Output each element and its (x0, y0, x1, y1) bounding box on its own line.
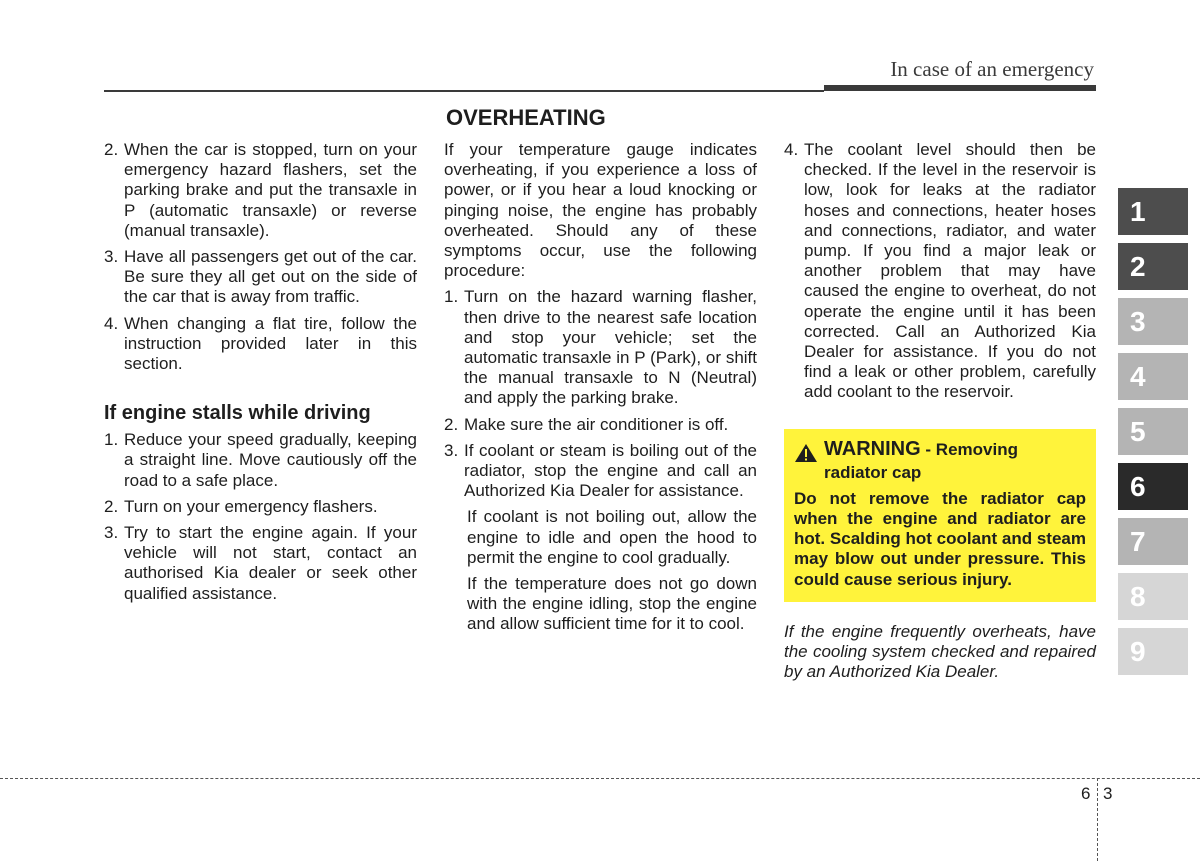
chapter-tab-8[interactable]: 8 (1118, 573, 1188, 620)
chapter-tab-6[interactable]: 6 (1118, 463, 1188, 510)
chapter-tab-9[interactable]: 9 (1118, 628, 1188, 675)
item-text: When the car is stopped, turn on your emergency hazard flashers, set the parking brake and put the transaxle in P (automatic transaxle) or reverse (manual transaxle). (124, 140, 417, 240)
item-number: 1. (444, 287, 459, 307)
paragraph: If coolant is not boiling out, allow the engine to idle and open the hood to permit the engine to cool gradually. (467, 507, 757, 567)
warning-subtitle-line2: radiator cap (824, 462, 922, 482)
header-rule (104, 90, 824, 92)
item-text: The coolant level should then be checked. If the level in the reservoir is low, look for leaks at the radiator hoses and connections, heater hoses and connections, radiator, and water pump. If you find a major leak or another problem that may have caused the engine to overheat, do not operate the engine until it has been corrected. Call an Authorized Kia Dealer for assistance. If you do not find a leak or other problem, carefully add coolant to the reservoir. (804, 140, 1096, 402)
item-text: Have all passengers get out of the car. Be sure they all get out on the side of the car that is away from traffic. (124, 247, 417, 307)
column-left (104, 140, 417, 610)
column-middle (444, 140, 757, 641)
warning-body: Do not remove the radiator cap when the engine and radiator are hot. Scalding hot coolant and steam may blow out under pressure. This could cause serious injury. (794, 488, 1086, 589)
list-item (104, 140, 417, 241)
warning-title: WARNING (824, 437, 921, 460)
item-number: 1. (104, 430, 119, 450)
warning-triangle-icon (794, 443, 818, 463)
item-number: 4. (784, 140, 799, 159)
chapter-tab-1[interactable]: 1 (1118, 188, 1188, 235)
list-item (104, 247, 417, 308)
item-text: Reduce your speed gradually, keeping a straight line. Move cautiously off the road to a safe place. (124, 430, 417, 490)
paragraph: If the temperature does not go down with the engine idling, stop the engine and allow sufficient time for it to cool. (467, 574, 757, 634)
warning-subtitle: - Removing (925, 439, 1018, 459)
chapter-tab-4[interactable]: 4 (1118, 353, 1188, 400)
item-number: 3. (104, 247, 119, 267)
chapter-tab-5[interactable]: 5 (1118, 408, 1188, 455)
item-text: When changing a flat tire, follow the instruction provided later in this section. (124, 313, 417, 374)
item-text: If coolant or steam is boiling out of the radiator, stop the engine and call an Authorized Kia Dealer for assistance. (464, 440, 757, 501)
item-text: Try to start the engine again. If your vehicle will not start, contact an authorised Kia dealer or seek other qualified assistance. (124, 523, 417, 603)
warning-box (784, 429, 1096, 602)
column-right (784, 140, 1096, 682)
list-item (444, 287, 757, 408)
section-title: OVERHEATING (446, 105, 606, 130)
page-chapter-number: 6 (1081, 784, 1091, 803)
intro-paragraph: If your temperature gauge indicates overheating, if you experience a loss of power, or if you hear a loud knocking or pinging noise, the engine has probably overheated. Should any of these symptoms occur, use the following procedure: (444, 140, 757, 281)
footer-rule (0, 778, 1200, 779)
item-number: 3. (444, 440, 459, 460)
item-text: Turn on the hazard warning flasher, then drive to the nearest safe location and stop your vehicle; set the automatic transaxle in P (Park), or shift the manual transaxle to N (Neutral) and apply the parking brake. (464, 287, 757, 408)
page-header-title: In case of an emergency (890, 57, 1094, 81)
warning-header (794, 439, 1086, 463)
item-number: 2. (444, 414, 459, 434)
item-number: 2. (104, 496, 119, 516)
chapter-tabs (1118, 188, 1188, 683)
page-number: 3 (1103, 784, 1113, 803)
item-number: 4. (104, 313, 119, 333)
italic-note: If the engine frequently overheats, have the cooling system checked and repaired by an Authorized Kia Dealer. (784, 621, 1096, 682)
chapter-tab-3[interactable]: 3 (1118, 298, 1188, 345)
list-item (784, 140, 1096, 403)
footer-divider (1097, 778, 1098, 861)
header-rule-accent (824, 85, 1096, 91)
item-number: 3. (104, 523, 119, 543)
list-item (104, 430, 417, 491)
chapter-tab-7[interactable]: 7 (1118, 518, 1188, 565)
item-number: 2. (104, 140, 119, 159)
list-item (444, 441, 757, 502)
list-item (104, 314, 417, 375)
list-item (444, 415, 757, 435)
list-item (104, 523, 417, 604)
subheading: If engine stalls while driving (104, 402, 371, 425)
list-item (104, 497, 417, 517)
item-text: Turn on your emergency flashers. (124, 496, 378, 516)
chapter-tab-2[interactable]: 2 (1118, 243, 1188, 290)
item-text: Make sure the air conditioner is off. (464, 414, 729, 434)
